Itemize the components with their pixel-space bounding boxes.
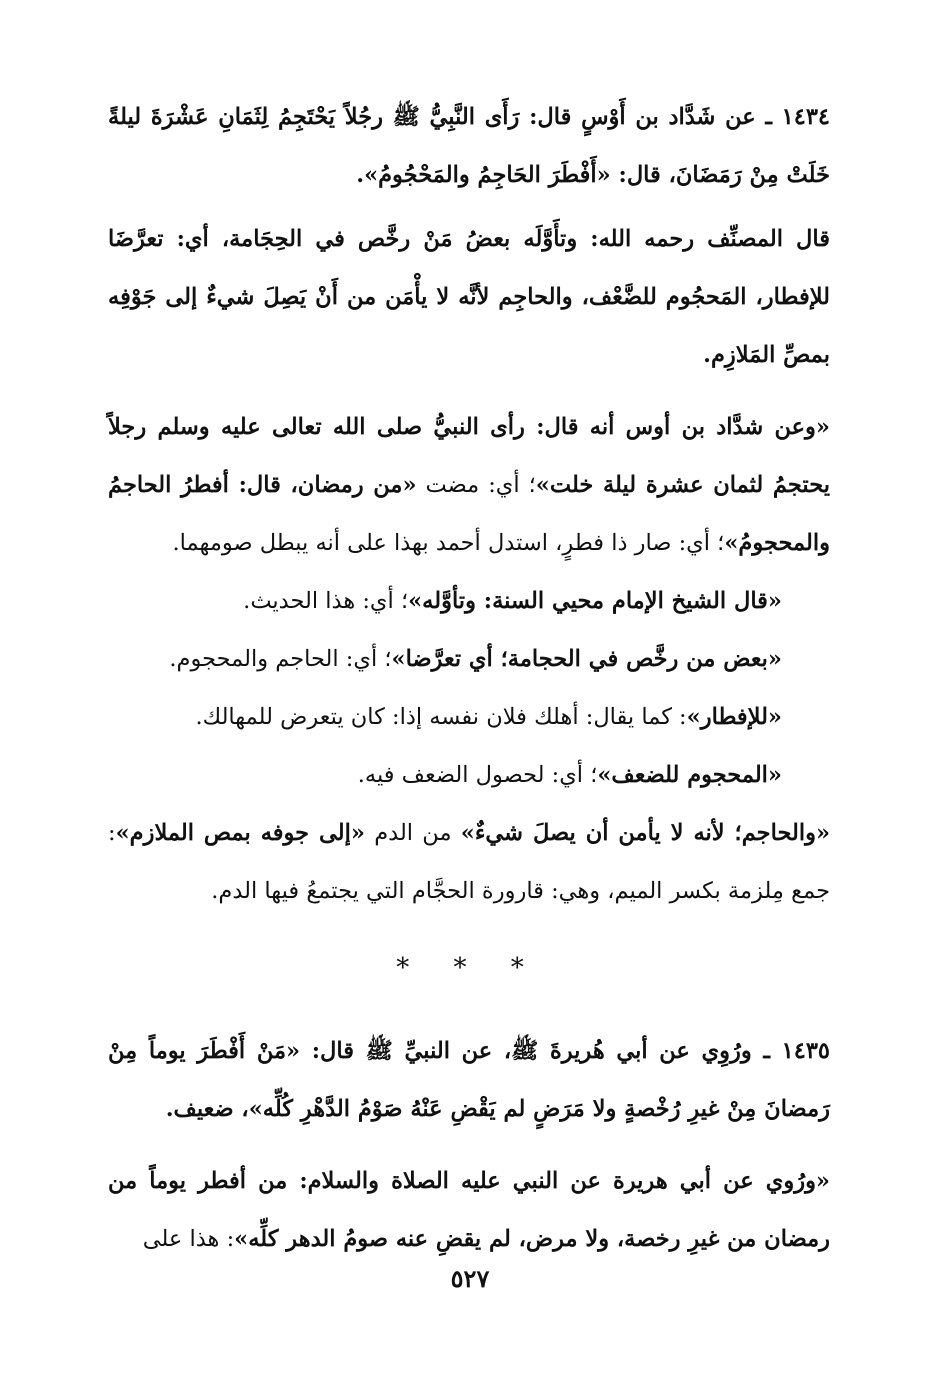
sub-quote-2: «بعض من رخَّص في الحجامة؛ أي تعرَّضا» [391, 646, 782, 672]
commentary-mid: ؛ أي: مضت [416, 472, 536, 498]
sub-quote-5: «والحاجم؛ لأنه لا يأمن أن يصلَ شيءٌ» [460, 820, 831, 846]
sub-mid-5: من الدم [364, 820, 461, 846]
commentary-1435-rest: : هذا على [142, 1226, 235, 1252]
sub-rest-5: : جمع مِلزمة بكسر الميم، وهي: قارورة الحجَّام التي يجتمعُ فيها الدم. [108, 820, 830, 904]
sub-rest-1: ؛ أي: هذا الحديث. [243, 588, 409, 614]
author-note: قال المصنِّف رحمه الله: وتأَوَّلَه بعضُ مَنْ رخَّص في الحِجَامة، أي: تعرَّضَا للإفطار، المَحجُوم للضَّعْف، والحاجِم لأنَّه لا يأْمَن من أَنْ يَصِلَ شيءٌ إلى جَوْفِه بمصِّ المَلازِم. [108, 226, 830, 368]
sub-commentary-4 [108, 746, 830, 804]
commentary-quote: «وعن شدَّاد بن أوس أنه قال: رأى النبيُّ صلى الله تعالى عليه وسلم رجلاً يحتجمُ لثمان عشرة ليلة خلت» [108, 414, 830, 498]
sub-quote-3: «للإفطار» [686, 704, 782, 730]
sub-rest-4: ؛ أي: لحصول الضعف فيه. [357, 762, 598, 788]
commentary-1434 [108, 398, 830, 572]
sub-quote-4: «المحجوم للضعف» [597, 762, 782, 788]
commentary-1435 [108, 1152, 830, 1268]
commentary-quote-2: «من رمضان، قال: أفطرُ الحاجمُ والمحجومُ» [108, 472, 830, 556]
hadith-1435-text: ١٤٣٥ ـ ورُوِي عن أبي هُريرةَ ﷺ، عن النبيِّ ﷺ قال: «مَنْ أَفْطَرَ يوماً مِنْ رَمضانَ مِنْ غيرِ رُخْصةٍ ولا مَرَضٍ لم يَقْضِ عَنْهُ صَوْمُ الدَّهْرِ كُلِّه»، ضعيف. [108, 1038, 830, 1122]
hadith-1434-text: ١٤٣٤ ـ عن شَدَّاد بن أَوْسٍ قال: رَأَى النَّبِيُّ ﷺ رجُلاً يَحْتَجِمُ لِثَمَانِ عَشْرَةَ ليلةً خَلَتْ مِنْ رَمَضَانَ، قال: «أَفْطَرَ الحَاجِمُ والمَحْجُومُ». [108, 104, 830, 188]
sub-rest-2: ؛ أي: الحاجم والمحجوم. [169, 646, 392, 672]
page-number: ٥٢٧ [450, 1264, 490, 1293]
sub-quote-5b: «إلى جوفه بمص الملازم» [115, 820, 365, 846]
commentary-rest: ؛ أي: صار ذا فطرٍ، استدل أحمد بهذا على أنه يبطل صومهما. [172, 530, 725, 556]
commentary-1435-quote: «ورُوي عن أبي هريرة عن النبي عليه الصلاة والسلام: من أفطر يوماً من رمضان من غيرِ رخصة، ولا مرض، لم يقضِ عنه صومُ الدهر كلِّه» [108, 1168, 830, 1252]
sub-quote-1: «قال الشيخ الإمام محيي السنة: وتأوَّله» [408, 588, 782, 614]
sub-commentary-2 [108, 630, 830, 688]
sub-commentary-1 [108, 572, 830, 630]
sub-commentary-5 [108, 804, 830, 920]
section-separator: * * * [396, 953, 542, 983]
sub-commentary-3 [108, 688, 830, 746]
page-body [108, 88, 830, 1268]
sub-rest-3: : كما يقال: أهلك فلان نفسه إذا: كان يتعرض للمهالك. [195, 704, 687, 730]
